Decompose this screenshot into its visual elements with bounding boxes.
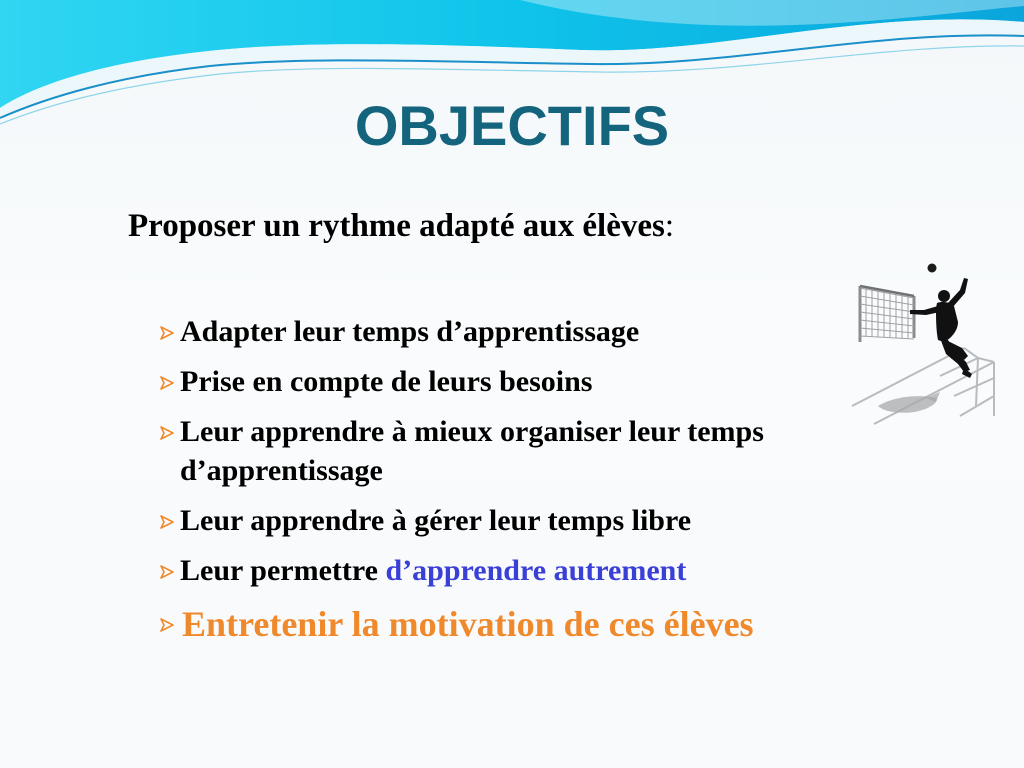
- objective-text: Leur permettre: [180, 554, 386, 587]
- arrow-bullet-icon: [158, 374, 176, 392]
- arrow-bullet-icon: [158, 563, 176, 581]
- intro-colon: :: [664, 208, 675, 244]
- objective-text: Prise en compte de leurs besoins: [180, 365, 593, 398]
- objective-item: [158, 362, 918, 401]
- intro-line: [128, 205, 674, 247]
- arrow-bullet-icon: [158, 513, 176, 531]
- objective-text: Leur apprendre à gérer leur temps libre: [180, 504, 692, 537]
- objectives-list: [158, 312, 918, 658]
- arrow-bullet-icon: [158, 424, 176, 442]
- intro-text: Proposer un rythme adapté aux élèves: [128, 208, 665, 244]
- objective-item: [158, 312, 918, 351]
- objective-text: Adapter leur temps d’apprentissage: [180, 315, 640, 348]
- objective-text: Entretenir la motivation de ces élèves: [182, 604, 754, 644]
- objective-item: [158, 501, 918, 540]
- objective-item: [158, 551, 918, 590]
- arrow-bullet-icon: [158, 616, 176, 634]
- objective-item-highlight: [158, 601, 918, 647]
- arrow-bullet-icon: [158, 324, 176, 342]
- objective-item: [158, 412, 918, 490]
- objective-highlight: d’apprendre autrement: [385, 554, 687, 587]
- volleyball-player-illustration: [844, 256, 1004, 432]
- slide-title: OBJECTIFS: [354, 94, 670, 157]
- objective-text: Leur apprendre à mieux organiser leur temps d’apprentissage: [180, 415, 764, 487]
